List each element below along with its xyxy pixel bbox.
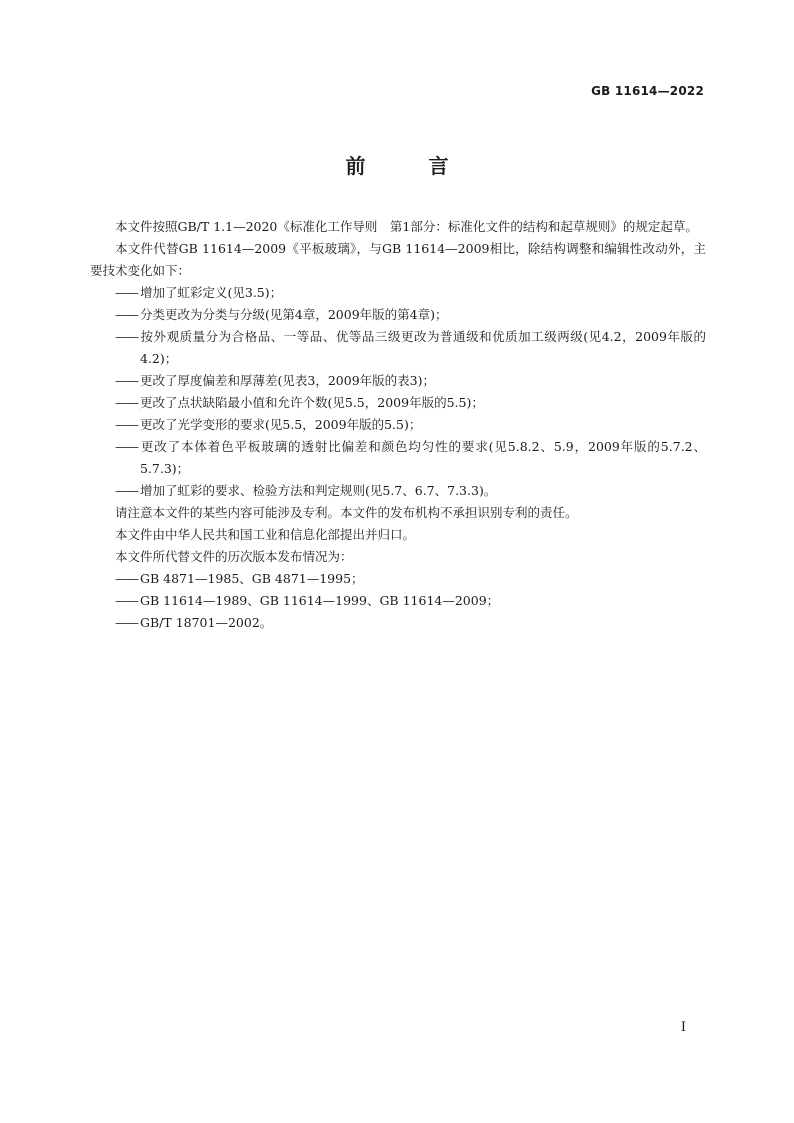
list-item: —— 更改了光学变形的要求(见5.5，2009年版的5.5)；	[115, 414, 706, 436]
dash-mark: ——	[115, 571, 138, 586]
patent-notice: 请注意本文件的某些内容可能涉及专利。本文件的发布机构不承担识别专利的责任。	[115, 505, 578, 520]
list-item: —— 更改了厚度偏差和厚薄差(见表3，2009年版的表3)；	[115, 370, 706, 392]
standard-code: GB 11614—2022	[591, 84, 704, 98]
list-item: —— 按外观质量分为合格品、一等品、优等品三级更改为普通级和优质加工级两级(见4.2，2009年版的4.2)；	[115, 326, 706, 370]
dash-mark: ——	[115, 483, 138, 498]
list-item: —— GB 4871—1985、GB 4871—1995；	[115, 568, 706, 590]
proposer-notice: 本文件由中华人民共和国工业和信息化部提出并归口。	[115, 527, 416, 542]
dash-mark: ——	[115, 615, 138, 630]
list-item: —— 更改了点状缺陷最小值和允许个数(见5.5，2009年版的5.5)；	[115, 392, 706, 414]
list-item: —— GB 11614—1989、GB 11614—1999、GB 11614—2009；	[115, 590, 706, 612]
page-title: 前 言	[345, 154, 477, 178]
technical-changes-list	[90, 282, 706, 502]
dash-mark: ——	[115, 417, 138, 432]
dash-mark: ——	[115, 395, 138, 410]
history-intro: 本文件所代替文件的历次版本发布情况为：	[115, 549, 353, 564]
dash-mark: ——	[115, 329, 138, 344]
list-item: —— 更改了本体着色平板玻璃的透射比偏差和颜色均匀性的要求(见5.8.2、5.9，2009年版的5.7.2、5.7.3)；	[115, 436, 706, 480]
list-item: —— 增加了虹彩的要求、检验方法和判定规则(见5.7、6.7、7.3.3)。	[115, 480, 706, 502]
dash-mark: ——	[115, 593, 138, 608]
page-number: Ⅰ	[680, 1020, 686, 1035]
dash-mark: ——	[115, 439, 138, 454]
list-item: —— 增加了虹彩定义(见3.5)；	[115, 282, 706, 304]
dash-mark: ——	[115, 307, 138, 322]
list-item: —— GB/T 18701—2002。	[115, 612, 706, 634]
dash-mark: ——	[115, 285, 138, 300]
dash-mark: ——	[115, 373, 138, 388]
replacement-paragraph: 本文件代替GB 11614—2009《平板玻璃》，与GB 11614—2009相比，除结构调整和编辑性改动外，主要技术变化如下：	[90, 241, 706, 278]
document-body	[90, 216, 706, 634]
version-history-list	[90, 568, 706, 634]
drafting-rule-paragraph: 本文件按照GB/T 1.1—2020《标准化工作导则 第1部分：标准化文件的结构和起草规则》的规定起草。	[115, 219, 698, 234]
list-item: —— 分类更改为分类与分级(见第4章，2009年版的第4章)；	[115, 304, 706, 326]
